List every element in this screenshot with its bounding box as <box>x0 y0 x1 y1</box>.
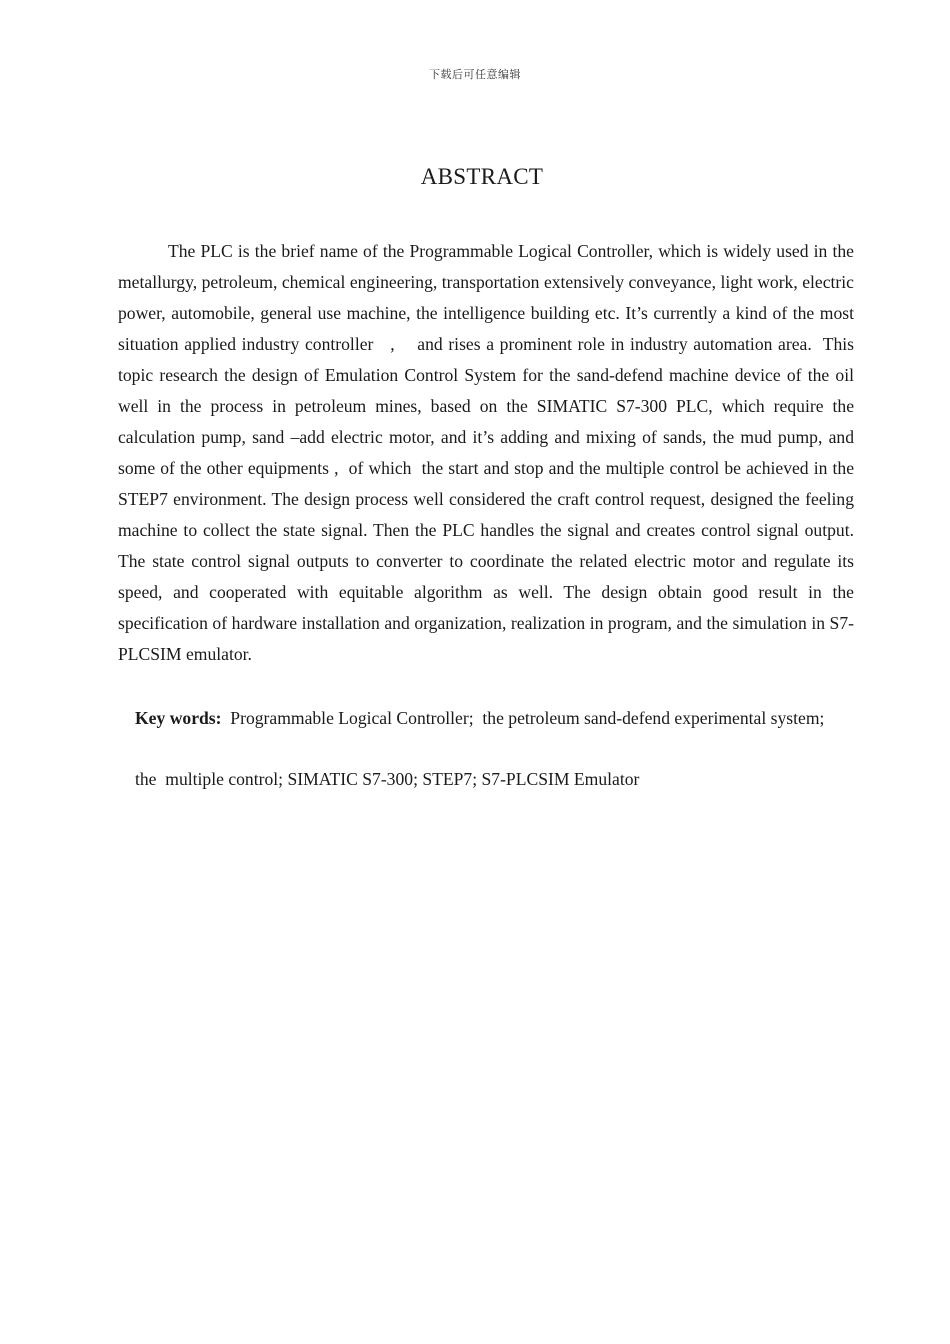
keywords-label: Key words: <box>135 708 222 728</box>
abstract-title: ABSTRACT <box>420 164 544 189</box>
keywords-line <box>135 703 835 734</box>
keywords-text-first: Programmable Logical Controller; the petroleum sand-defend experimental system; <box>221 708 825 728</box>
abstract-body: The PLC is the brief name of the Programmable Logical Controller, which is widely used in the metallurgy, petroleum, chemical engineering, transportation extensively conveyance, light work, electric power, automobile, general use machine, the intelligence building etc. It’s currently a kind of the most situation applied industry controller , and rises a prominent role in industry automation area. This topic research the design of Emulation Control System for the sand-defend machine device of the oil well in the process in petroleum mines, based on the SIMATIC S7-300 PLC, which require the calculation pump, sand –add electric motor, and it’s adding and mixing of sands, the mud pump, and some of the other equipments , of which the start and stop and the multiple control be achieved in the STEP7 environment. The design process well considered the craft control request, designed the feeling machine to collect the state signal. Then the PLC handles the signal and creates control signal output. The state control signal outputs to converter to coordinate the related electric motor and regulate its speed, and cooperated with equitable algorithm as well. The design obtain good result in the specification of hardware installation and organization, realization in program, and the simulation in S7-PLCSIM emulator. <box>118 241 854 664</box>
header-note: 下载后可任意编辑 <box>429 68 521 81</box>
keywords-text-second: the multiple control; SIMATIC S7-300; STEP7; S7-PLCSIM Emulator <box>135 769 640 789</box>
